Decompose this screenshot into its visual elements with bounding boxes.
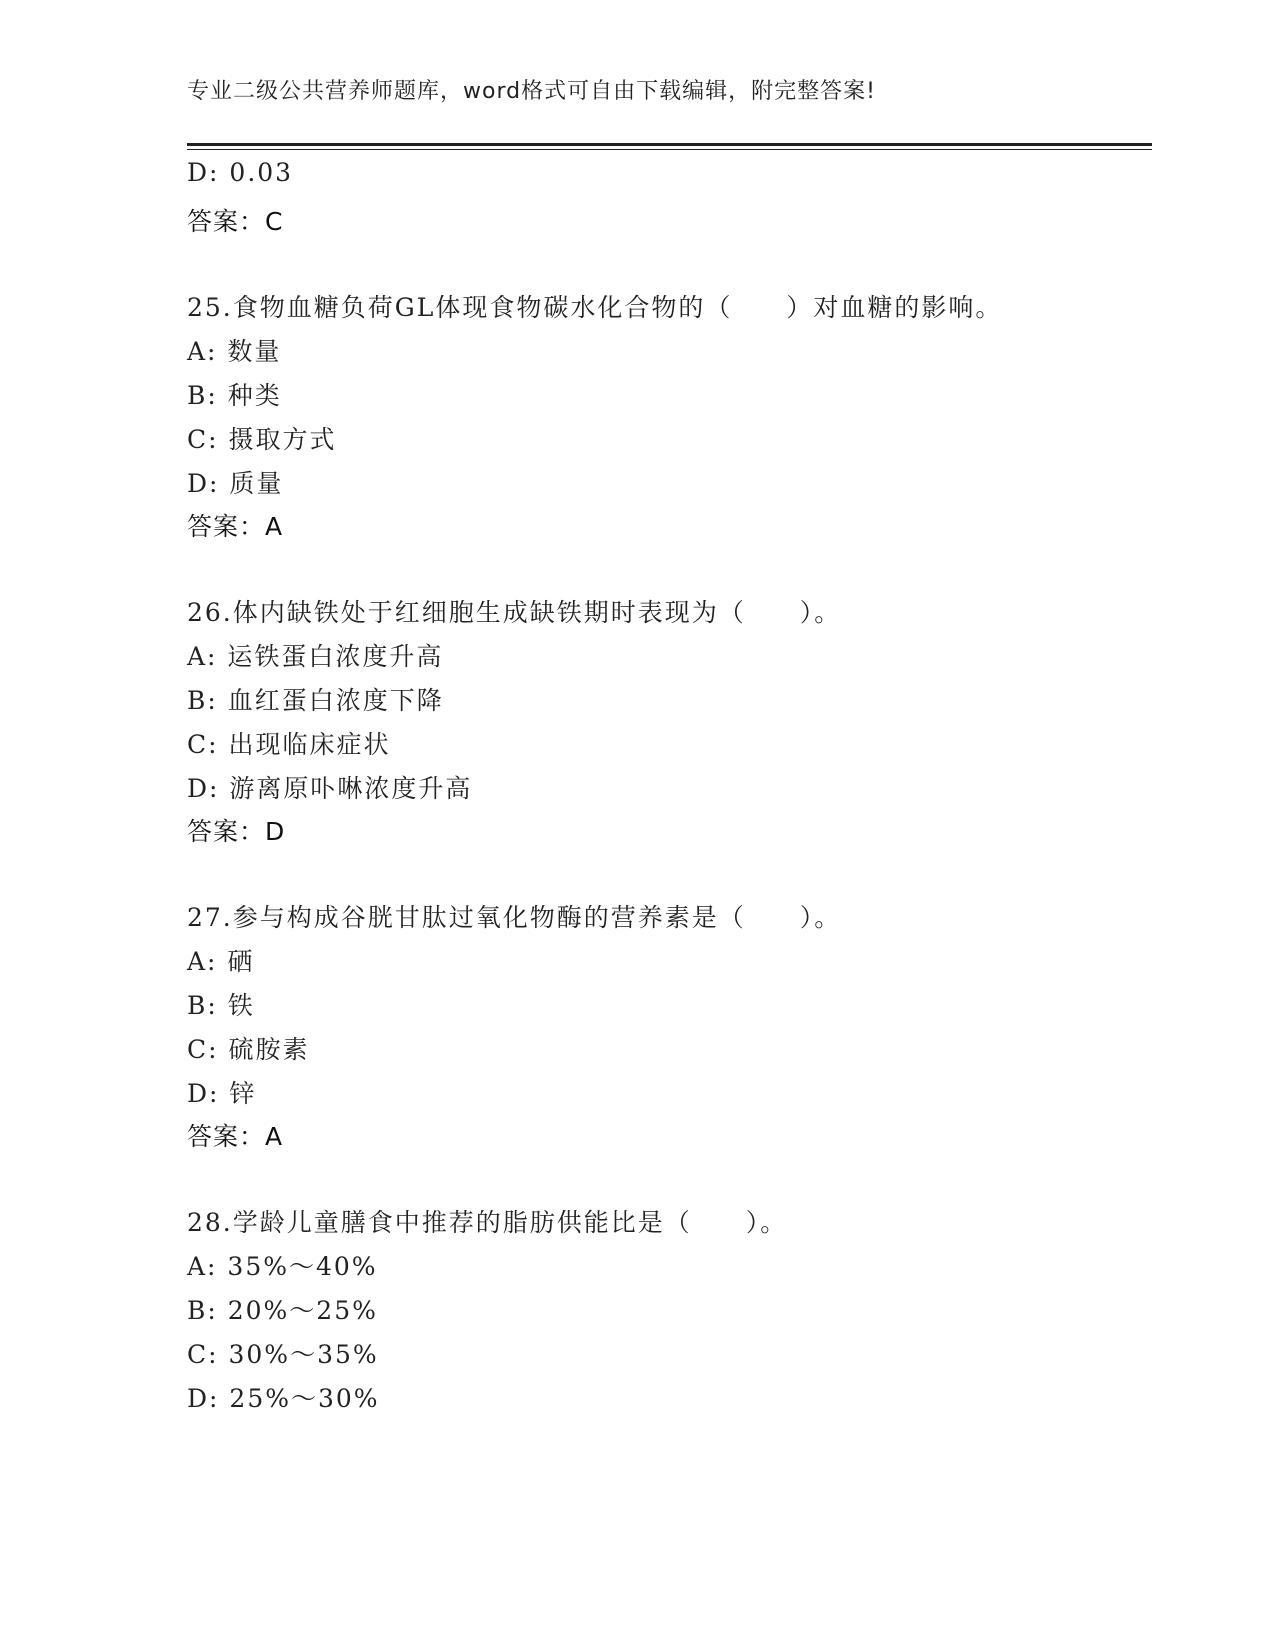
option-b: B: 种类 xyxy=(187,381,282,410)
option-a: A: 数量 xyxy=(187,337,282,366)
option-c: C: 出现临床症状 xyxy=(187,730,391,759)
option-c: C: 30%～35% xyxy=(187,1340,379,1369)
option-d: D: 质量 xyxy=(187,469,284,498)
option-c: C: 摄取方式 xyxy=(187,425,337,454)
answer-line: 答案：C xyxy=(187,207,284,236)
answer-line: 答案：D xyxy=(187,817,286,846)
question-stem: 26.体内缺铁处于红细胞生成缺铁期时表现为（ ）。 xyxy=(187,598,842,627)
page-header: 专业二级公共营养师题库，word格式可自由下载编辑，附完整答案! xyxy=(187,79,876,104)
header-divider-thin xyxy=(187,149,1152,150)
question-stem: 28.学龄儿童膳食中推荐的脂肪供能比是（ ）。 xyxy=(187,1208,788,1237)
option-a: A: 运铁蛋白浓度升高 xyxy=(187,642,444,671)
header-divider xyxy=(187,143,1152,146)
option-d: D: 25%～30% xyxy=(187,1384,380,1413)
question-stem: 25.食物血糖负荷GL体现食物碳水化合物的（ ）对血糖的影响。 xyxy=(187,293,1003,322)
option-b: B: 铁 xyxy=(187,991,255,1020)
option-a: A: 35%～40% xyxy=(187,1252,378,1281)
option-a: A: 硒 xyxy=(187,947,255,976)
option-d: D: 0.03 xyxy=(187,158,294,187)
option-b: B: 血红蛋白浓度下降 xyxy=(187,686,444,715)
option-b: B: 20%～25% xyxy=(187,1296,378,1325)
option-d: D: 游离原卟啉浓度升高 xyxy=(187,774,473,803)
question-stem: 27.参与构成谷胱甘肽过氧化物酶的营养素是（ ）。 xyxy=(187,903,842,932)
option-c: C: 硫胺素 xyxy=(187,1035,310,1064)
option-d: D: 锌 xyxy=(187,1079,257,1108)
answer-line: 答案：A xyxy=(187,1122,284,1151)
answer-line: 答案：A xyxy=(187,512,284,541)
